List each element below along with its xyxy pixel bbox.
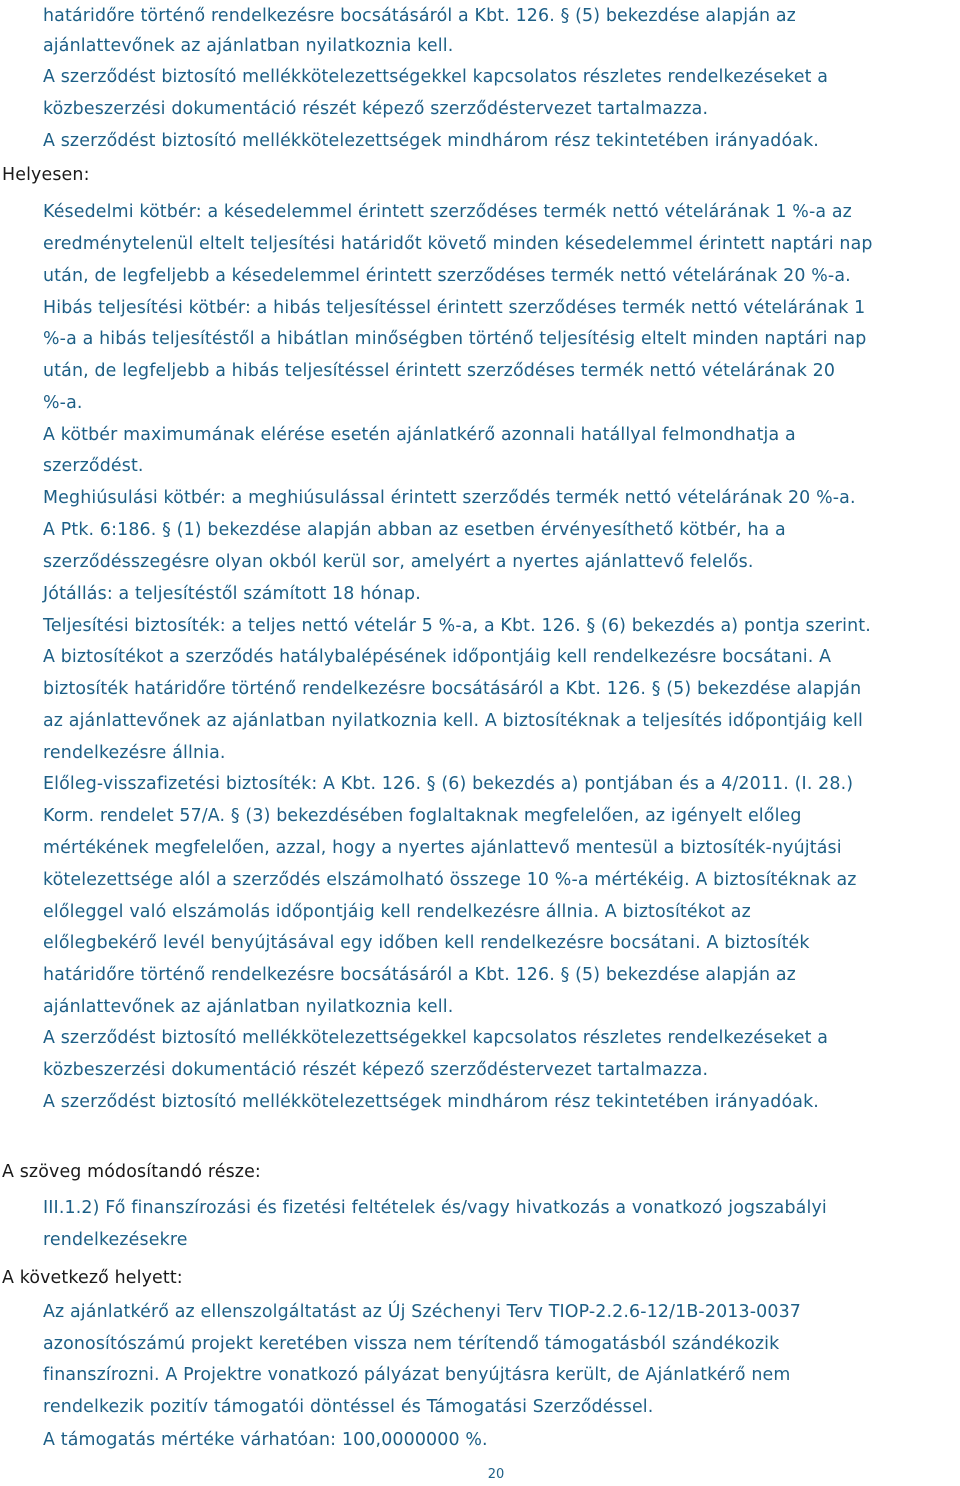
text-line: rendelkezésre állnia. [43,743,226,763]
text-line: A kötbér maximumának elérése esetén ajánlatkérő azonnali hatállyal felmondhatja a [43,425,796,445]
text-line: ajánlattevőnek az ajánlatban nyilatkoznia kell. [43,36,454,56]
text-line: az ajánlattevőnek az ajánlatban nyilatkoznia kell. A biztosítéknak a teljesítés időpontjáig kell [43,711,864,731]
text-line: ajánlattevőnek az ajánlatban nyilatkoznia kell. [43,997,454,1017]
text-line: után, de legfeljebb a késedelemmel érintett szerződéses termék nettó vételárának 20 %-a. [43,266,851,286]
text-line: A szerződést biztosító mellékkötelezettségekkel kapcsolatos részletes rendelkezéseket a [43,67,829,87]
text-line: előleggel való elszámolás időpontjáig kell rendelkezésre állnia. A biztosítékot az [43,902,751,922]
text-line: Késedelmi kötbér: a késedelemmel érintett szerződéses termék nettó vételárának 1 %-a az [43,202,852,222]
text-line: rendelkezik pozitív támogatói döntéssel és Támogatási Szerződéssel. [43,1397,654,1417]
text-line: biztosíték határidőre történő rendelkezésre bocsátásáról a Kbt. 126. § (5) bekezdése alapján [43,679,862,699]
text-line: után, de legfeljebb a hibás teljesítéssel érintett szerződéses termék nettó vételárának 20 [43,361,836,381]
text-line: %-a a hibás teljesítéstől a hibátlan minőségben történő teljesítésig eltelt minden naptári nap [43,329,867,349]
text-line: eredménytelenül eltelt teljesítési határidőt követő minden késedelemmel érintett naptári nap [43,234,873,254]
text-line: rendelkezésekre [43,1230,188,1250]
section-heading-correct: Helyesen: [2,165,90,185]
text-line: A szerződést biztosító mellékkötelezettségek mindhárom rész tekintetében irányadóak. [43,131,819,151]
text-line: szerződésszegésre olyan okból kerül sor, amelyért a nyertes ajánlattevő felelős. [43,552,754,572]
text-line: Jótállás: a teljesítéstől számított 18 hónap. [43,584,421,604]
text-line: A Ptk. 6:186. § (1) bekezdése alapján abban az esetben érvényesíthető kötbér, ha a [43,520,786,540]
text-line: szerződést. [43,456,144,476]
text-line: kötelezettsége alól a szerződés elszámolható összege 10 %-a mértékéig. A biztosítéknak az [43,870,857,890]
text-line: A támogatás mértéke várhatóan: 100,0000000 %. [43,1430,488,1450]
text-line: Hibás teljesítési kötbér: a hibás teljesítéssel érintett szerződéses termék nettó vételárának 1 [43,298,866,318]
text-line: közbeszerzési dokumentáció részét képező szerződéstervezet tartalmazza. [43,1060,709,1080]
text-line: határidőre történő rendelkezésre bocsátásáról a Kbt. 126. § (5) bekezdése alapján az [43,965,796,985]
text-line: előlegbekérő levél benyújtásával egy időben kell rendelkezésre bocsátani. A biztosíték [43,933,810,953]
text-line: határidőre történő rendelkezésre bocsátásáról a Kbt. 126. § (5) bekezdése alapján az [43,6,796,26]
text-line: azonosítószámú projekt keretében vissza nem térítendő támogatásból szándékozik [43,1334,780,1354]
section-heading-modify: A szöveg módosítandó része: [2,1162,261,1182]
text-line: %-a. [43,393,83,413]
text-line: mértékének megfelelően, azzal, hogy a nyertes ajánlattevő mentesül a biztosíték-nyújtási [43,838,842,858]
page-number-text: 20 [487,1467,505,1482]
text-line: Korm. rendelet 57/A. § (3) bekezdésében foglaltaknak megfelelően, az igényelt előleg [43,806,802,826]
text-line: A szerződést biztosító mellékkötelezettségek mindhárom rész tekintetében irányadóak. [43,1092,819,1112]
text-line: A szerződést biztosító mellékkötelezettségekkel kapcsolatos részletes rendelkezéseket a [43,1028,829,1048]
text-line: finanszírozni. A Projektre vonatkozó pályázat benyújtásra került, de Ajánlatkérő nem [43,1365,791,1385]
text-line: közbeszerzési dokumentáció részét képező szerződéstervezet tartalmazza. [43,99,709,119]
section-heading-instead: A következő helyett: [2,1268,183,1288]
text-line: A biztosítékot a szerződés hatálybalépésének időpontjáig kell rendelkezésre bocsátani. A [43,647,832,667]
text-line: Előleg-visszafizetési biztosíték: A Kbt. 126. § (6) bekezdés a) pontjában és a 4/2011. (I. 28.) [43,774,854,794]
text-line: Teljesítési biztosíték: a teljes nettó vételár 5 %-a, a Kbt. 126. § (6) bekezdés a) pontja szerint. [43,616,871,636]
text-line: Az ajánlatkérő az ellenszolgáltatást az Új Széchenyi Terv TIOP-2.2.6-12/1B-2013-0037 [43,1302,801,1322]
page-number [32,1466,960,1484]
text-line: III.1.2) Fő finanszírozási és fizetési feltételek és/vagy hivatkozás a vonatkozó jogszabályi [43,1198,827,1218]
text-line: Meghiúsulási kötbér: a meghiúsulással érintett szerződés termék nettó vételárának 20 %-a. [43,488,856,508]
